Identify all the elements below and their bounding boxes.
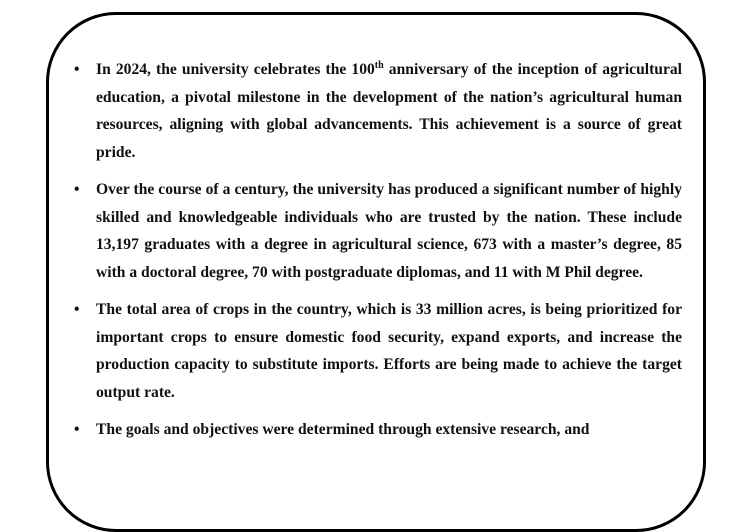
- bullet-text: The goals and objectives were determined through extensive research, and: [96, 421, 590, 438]
- bullet-icon: •: [74, 181, 80, 198]
- bullet-item-anniversary: [62, 56, 682, 166]
- bullet-item-crop-area: [62, 296, 682, 406]
- bullet-text-part: anniversary of the inception of agricultural education, a pivotal milestone in the development of the nation’s agricultural human resources, aligning with global advancements. This achievement is a source of great pride.: [96, 61, 682, 161]
- bullet-icon: •: [74, 421, 80, 438]
- bullet-list: [62, 56, 682, 454]
- ordinal-suffix: th: [374, 60, 384, 71]
- bullet-text-part: In 2024, the university celebrates the 100: [96, 61, 375, 78]
- bullet-text: Over the course of a century, the university has produced a significant number of highly skilled and knowledgeable individuals who are trusted by the nation. These include 13,197 graduates with a degree in agricultural science, 673 with a master’s degree, 85 with a doctoral degree, 70 with postgraduate diplomas, and 11 with M Phil degree.: [96, 181, 682, 281]
- bullet-icon: •: [74, 61, 80, 78]
- bullet-item-graduates: [62, 176, 682, 286]
- bullet-icon: •: [74, 301, 80, 318]
- bullet-item-goals: [62, 416, 682, 444]
- bullet-text: The total area of crops in the country, which is 33 million acres, is being prioritized for important crops to ensure domestic food security, expand exports, and increase the production capacity to substitute imports. Efforts are being made to achieve the target output rate.: [96, 301, 682, 401]
